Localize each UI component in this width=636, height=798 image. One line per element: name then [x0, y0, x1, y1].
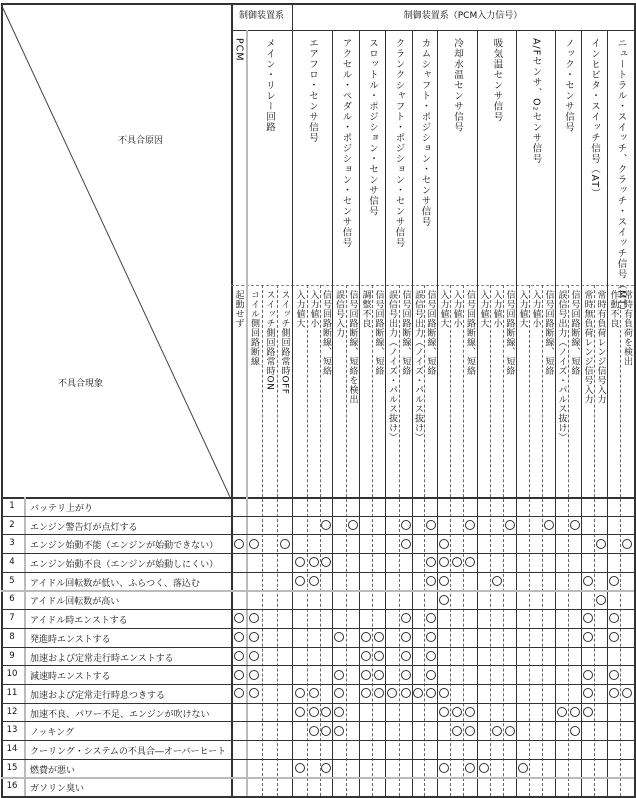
component-header: インヒビタ・スイッチ信号（AT） — [589, 38, 600, 199]
applicable-mark — [280, 539, 290, 549]
row-divider — [1, 759, 634, 760]
applicable-mark — [401, 670, 411, 680]
applicable-mark — [348, 520, 358, 530]
applicable-mark — [439, 763, 449, 773]
applicable-mark — [596, 539, 606, 549]
symptom-label: バッテリ上がり — [30, 504, 94, 514]
cause-header: 信号回路断線、短絡 — [465, 290, 475, 376]
applicable-mark — [309, 707, 319, 717]
row-number: 5 — [9, 575, 15, 586]
applicable-mark — [374, 651, 384, 661]
row-number: 4 — [9, 557, 15, 568]
row-number: 10 — [6, 669, 18, 680]
applicable-mark — [426, 520, 436, 530]
applicable-mark — [465, 520, 475, 530]
applicable-mark — [609, 688, 619, 698]
cause-header: 信号回路断線、短絡 — [373, 290, 384, 376]
symptom-label: アイドル回転数が低い、ふらつく、落込む — [30, 578, 200, 589]
applicable-mark — [439, 688, 449, 698]
cause-header: 入力値小 — [491, 290, 502, 328]
applicable-mark — [505, 520, 515, 530]
symptom-label: 発進時エンストする — [30, 634, 111, 645]
row-divider — [1, 572, 634, 573]
applicable-mark — [234, 613, 244, 623]
component-divider — [359, 30, 360, 796]
applicable-mark — [479, 763, 489, 773]
applicable-mark — [609, 576, 619, 586]
cause-header: 誤信号出力（ノイズ・パルス抜け） — [387, 290, 397, 442]
cause-header: 信号回路断線、短絡 — [321, 290, 331, 376]
component-divider — [292, 30, 293, 796]
row-divider — [1, 590, 634, 592]
applicable-mark — [492, 726, 502, 736]
applicable-mark — [334, 670, 344, 680]
applicable-mark — [609, 632, 619, 642]
row-divider — [1, 703, 634, 704]
applicable-mark — [401, 651, 411, 661]
applicable-mark — [609, 613, 619, 623]
component-divider — [332, 30, 333, 796]
symptom-label: エンジン始動不良（エンジンが始動しにくい） — [30, 560, 219, 571]
cause-header: 信号回路断線、短絡 — [400, 290, 411, 376]
row-divider — [1, 534, 634, 535]
cause-header: 入力値大 — [517, 290, 528, 328]
component-header: メイン・リレー回路 — [264, 38, 275, 133]
symptom-label: アイドル回転数が高い — [30, 597, 120, 608]
applicable-mark — [401, 520, 411, 530]
row-divider — [1, 553, 634, 554]
component-divider — [246, 30, 248, 796]
applicable-mark — [249, 670, 259, 680]
applicable-mark — [465, 707, 475, 717]
row-number: 16 — [6, 781, 18, 792]
cause-header: 信号回路断線、短絡を検出 — [347, 290, 358, 404]
cause-header: 入力値小 — [530, 290, 541, 328]
applicable-mark — [583, 688, 593, 698]
applicable-mark — [234, 651, 244, 661]
applicable-mark — [361, 688, 371, 698]
applicable-mark — [374, 632, 384, 642]
row-number: 7 — [9, 613, 15, 624]
applicable-mark — [309, 726, 319, 736]
applicable-mark — [295, 557, 305, 567]
symptom-label: 燃費が悪い — [30, 765, 76, 776]
applicable-mark — [321, 726, 331, 736]
symptom-label: 加速および定常走行時息つきする — [30, 690, 166, 701]
applicable-mark — [295, 688, 305, 698]
applicable-mark — [361, 632, 371, 642]
symptom-label: ガソリン臭い — [30, 784, 85, 795]
applicable-mark — [439, 539, 449, 549]
symptom-label: 加速不良、パワー不足、エンジンが吹けない — [30, 709, 210, 720]
applicable-mark — [401, 688, 411, 698]
cause-header: 誤信号出力（ノイズ・パルス抜け） — [556, 290, 567, 442]
applicable-mark — [452, 707, 462, 717]
applicable-mark — [622, 539, 632, 549]
component-header: エアフロ・センサ信号 — [307, 38, 318, 143]
applicable-mark — [583, 670, 593, 680]
applicable-mark — [583, 707, 593, 717]
row-divider — [1, 684, 634, 685]
row-number: 3 — [9, 538, 15, 549]
cause-header: 入力値大 — [294, 290, 305, 328]
row-divider — [1, 516, 634, 517]
applicable-mark — [544, 520, 554, 530]
component-header: 冷却水温センサ信号 — [452, 38, 463, 133]
row-number: 8 — [9, 631, 15, 642]
applicable-mark — [583, 632, 593, 642]
group-divider — [292, 3, 293, 30]
component-header: A/Fセンサ、O₂センサ信号 — [530, 38, 542, 164]
cause-header: 入力値大 — [478, 290, 489, 328]
cause-header: スイッチ側回路常時ON — [264, 290, 275, 391]
symptom-label: クーリング・システムの不具合―オーバーヒート — [30, 746, 227, 757]
applicable-mark — [295, 576, 305, 586]
row-divider — [1, 740, 634, 741]
applicable-mark — [426, 670, 436, 680]
symptom-label: エンジン警告灯が点灯する — [30, 522, 138, 533]
applicable-mark — [426, 557, 436, 567]
applicable-mark — [361, 651, 371, 661]
row-number: 9 — [9, 650, 15, 661]
component-divider — [477, 30, 478, 796]
cause-header: 常時有負荷を検出 — [622, 290, 632, 366]
applicable-mark — [596, 595, 606, 605]
applicable-mark — [439, 576, 449, 586]
cause-header: コイル側回路断線 — [249, 290, 259, 366]
applicable-mark — [374, 670, 384, 680]
applicable-mark — [234, 670, 244, 680]
row-divider — [1, 777, 634, 779]
applicable-mark — [465, 726, 475, 736]
cause-header: 信号回路断線、短絡 — [543, 290, 554, 376]
applicable-mark — [309, 576, 319, 586]
cause-divider — [490, 285, 491, 796]
applicable-mark — [557, 707, 567, 717]
cause-divider — [307, 285, 308, 796]
cause-header: 誤信号入力 — [334, 290, 344, 338]
cause-header: 誤信号出力（ノイズ・パルス抜け） — [413, 290, 423, 442]
row-divider — [1, 647, 634, 648]
group-header: 制御装置系（PCM入力信号） — [403, 11, 523, 21]
applicable-mark — [321, 520, 331, 530]
component-header: カムシャフト・ポジション・センサ信号 — [419, 38, 431, 227]
applicable-mark — [249, 651, 259, 661]
cause-header: 信号回路断線、短絡 — [569, 290, 580, 376]
component-header: クランクシャフト・ポジション・センサ信号 — [393, 38, 405, 248]
symptom-axis-label: 不具合現象 — [58, 379, 104, 389]
row-divider — [1, 628, 634, 629]
applicable-mark — [570, 520, 580, 530]
row-number: 15 — [6, 762, 18, 773]
component-divider — [607, 30, 608, 796]
applicable-mark — [401, 632, 411, 642]
row-divider — [1, 665, 634, 666]
component-header: スロットル・ポジション・センサ信号 — [367, 38, 378, 217]
row-number: 1 — [9, 501, 15, 511]
component-divider — [516, 30, 517, 796]
applicable-mark — [518, 763, 528, 773]
cause-axis-label: 不具合原因 — [118, 136, 164, 146]
applicable-mark — [401, 539, 411, 549]
applicable-mark — [361, 670, 371, 680]
component-divider — [581, 30, 582, 796]
cause-divider — [450, 285, 451, 796]
applicable-mark — [426, 651, 436, 661]
component-header: 吸気温センサ信号 — [491, 38, 503, 122]
cause-header: 作動不良 — [608, 290, 619, 328]
applicable-mark — [309, 557, 319, 567]
symptom-label: アイドル時エンストする — [30, 616, 128, 627]
applicable-mark — [234, 632, 244, 642]
cause-header: 入力値小 — [451, 290, 462, 328]
row-number: 13 — [6, 725, 18, 736]
applicable-mark — [249, 539, 259, 549]
applicable-mark — [439, 707, 449, 717]
symptom-label: 加速および定常走行時エンストする — [30, 653, 174, 664]
row-divider — [1, 609, 634, 610]
component-header: PCM — [233, 38, 245, 62]
applicable-mark — [334, 707, 344, 717]
component-header: アクセル・ペダル・ポジション・センサ信号 — [340, 38, 352, 248]
applicable-mark — [321, 763, 331, 773]
applicable-mark — [295, 707, 305, 717]
applicable-mark — [309, 688, 319, 698]
cause-header: 調整不良 — [360, 290, 371, 328]
row-number: 12 — [6, 706, 18, 717]
applicable-mark — [426, 632, 436, 642]
applicable-mark — [374, 688, 384, 698]
applicable-mark — [426, 688, 436, 698]
applicable-mark — [505, 726, 515, 736]
applicable-mark — [609, 670, 619, 680]
cause-header: スイッチ側回路常時OFF — [279, 290, 290, 395]
row-number: 14 — [6, 743, 18, 754]
row-number: 6 — [9, 594, 15, 605]
applicable-mark — [570, 707, 580, 717]
applicable-mark — [452, 557, 462, 567]
cause-header: 常時有負荷レンジ信号入力 — [595, 290, 606, 404]
group-header: 制御装置系 — [238, 11, 284, 21]
applicable-mark — [465, 763, 475, 773]
applicable-mark — [234, 539, 244, 549]
applicable-mark — [334, 726, 344, 736]
applicable-mark — [583, 613, 593, 623]
applicable-mark — [439, 595, 449, 605]
applicable-mark — [321, 707, 331, 717]
symptom-label: ノッキング — [30, 728, 75, 739]
applicable-mark — [452, 726, 462, 736]
applicable-mark — [439, 557, 449, 567]
component-header: ニュートラル・スイッチ、クラッチ・スイッチ信号（MT） — [615, 38, 627, 317]
header-bottom-line — [1, 497, 634, 499]
applicable-mark — [583, 576, 593, 586]
cause-header: 入力値小 — [308, 290, 319, 328]
symptom-label: エンジン始動不能（エンジンが始動できない） — [30, 541, 219, 552]
component-header: ノック・センサ信号 — [563, 38, 574, 133]
applicable-mark — [492, 576, 502, 586]
header-divider — [231, 3, 233, 796]
component-divider — [437, 30, 438, 796]
cause-divider — [529, 285, 530, 796]
applicable-mark — [295, 763, 305, 773]
cause-header: 起動せず — [233, 290, 244, 328]
cause-header: 入力値大 — [438, 290, 449, 328]
row-number: 11 — [6, 687, 18, 698]
applicable-mark — [570, 726, 580, 736]
applicable-mark — [234, 688, 244, 698]
applicable-mark — [401, 613, 411, 623]
applicable-mark — [426, 613, 436, 623]
symptom-label: 減速時エンストする — [30, 672, 111, 683]
cause-header: 信号回路断線、短絡 — [425, 290, 436, 376]
cause-header: 信号回路断線、短絡 — [504, 290, 515, 376]
row-divider — [1, 721, 634, 722]
applicable-mark — [426, 576, 436, 586]
row-number: 2 — [9, 519, 15, 530]
cause-header: 常時無負荷レンジ信号入力 — [582, 290, 593, 404]
